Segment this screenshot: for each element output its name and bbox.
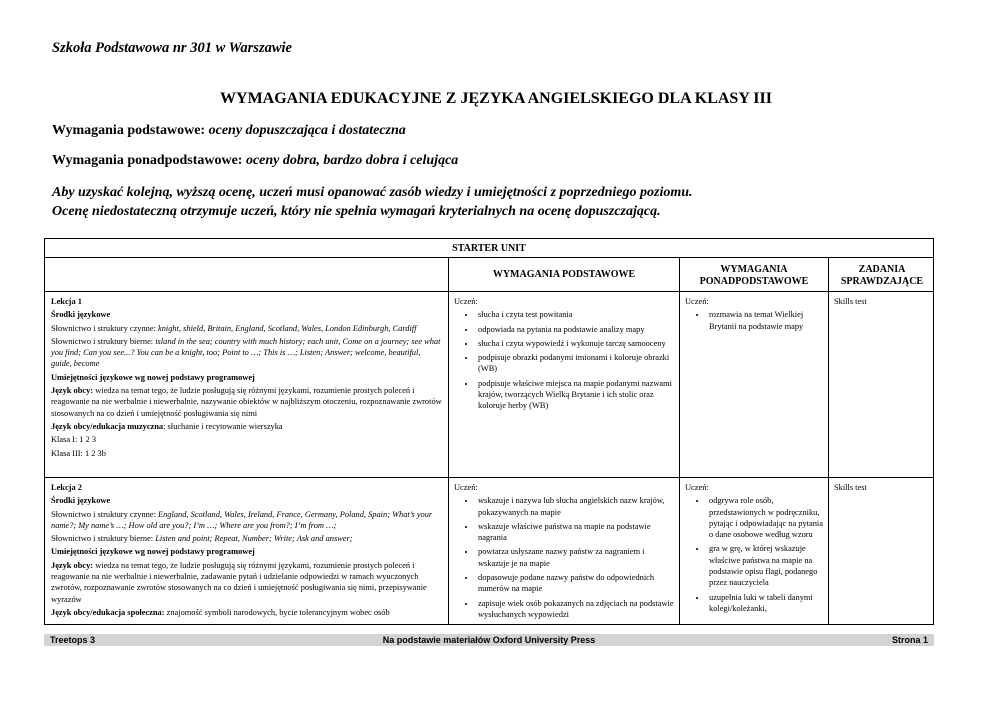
lesson-2-extended: [685, 482, 825, 617]
grading-note: [52, 183, 693, 221]
lesson-2-skills: Umiejętności językowe wg nowej podstawy programowej: [51, 547, 255, 557]
lesson-1-tasks: Skills test: [834, 297, 867, 306]
requirements-table: [44, 238, 934, 625]
grading-note-line-1: Aby uzyskać kolejną, wyższą ocenę, uczeń musi opanować zasób wiedzy i umiejętności z poprzedniego poziomu.: [52, 185, 693, 200]
school-name: Szkoła Podstawowa nr 301 w Warszawie: [52, 40, 292, 56]
value: Listen and point; Repeat, Number; Write; Ask and answer;: [155, 534, 353, 544]
list-item: • odpowiada na pytania na podstawie analizy mapy: [476, 324, 676, 335]
lesson-1-music: [51, 421, 443, 432]
lesson-2-means: Środki językowe: [51, 496, 111, 506]
label: Język obcy/edukacja muzyczna: [51, 421, 164, 431]
lesson-1-basic: [454, 296, 676, 415]
lesson-2-extended-student: Uczeń:: [685, 483, 709, 492]
list-item: • wskazuje właściwe państwa na mapie na podstawie nagrania: [476, 521, 676, 544]
list-item: • słucha i czyta wypowiedź i wykonuje tarczę samooceny: [476, 338, 676, 349]
basic-requirements-value: oceny dopuszczająca i dostateczna: [208, 123, 406, 138]
document-title: WYMAGANIA EDUKACYJNE Z JĘZYKA ANGIELSKIEGO DLA KLASY III: [220, 90, 772, 107]
label: Słownictwo i struktury czynne:: [51, 323, 156, 333]
table-divider: [679, 257, 680, 625]
label: Język obcy/edukacja społeczna:: [51, 607, 165, 617]
lesson-1-extended-list: [685, 309, 825, 332]
header-basic: WYMAGANIA PODSTAWOWE: [492, 269, 636, 280]
header-tasks-line-2: SPRAWDZAJĄCE: [840, 276, 924, 287]
lesson-1-basic-student: Uczeń:: [454, 297, 478, 306]
grading-note-line-2: Ocenę niedostateczną otrzymuje uczeń, który nie spełnia wymagań kryterialnych na ocenę dopuszczającą.: [52, 204, 661, 219]
lesson-2-extended-list: [685, 495, 825, 614]
table-divider: [45, 257, 933, 258]
table-divider: [448, 257, 449, 625]
list-item: • rozmawia na temat Wielkiej Brytanii na podstawie mapy: [707, 309, 825, 332]
header-extended: [680, 264, 828, 288]
list-item: • powtarza usłyszane nazwy państw za nagraniem i wskazuje je na mapie: [476, 546, 676, 569]
header-tasks-line-1: ZADANIA: [858, 264, 906, 275]
footer-left: Treetops 3: [50, 635, 96, 645]
value: wiedza na temat tego, że ludzie posługują się różnymi językami, rozumienie prostych poleceń i reagowanie na nie werbalnie i niewerbalnie, zadawanie pytań i udzielanie odpowiedzi w ramach wyuczonych zwrotów, rozpoznawanie zwrotów stosowanych na co dzień i umiejętność posługiwania się nimi, przepisywanie wyrazów: [51, 560, 427, 604]
lesson-1-basic-list: [454, 309, 676, 411]
value: England, Scotland, Wales, Ireland, France, Germany, Poland, Spain; What’s your name?; My name’s …; How old are you?; I’m …; Where are you from?; I’m from …;: [51, 509, 433, 530]
header-extended-line-2: PONADPODSTAWOWE: [699, 276, 809, 287]
table-divider: [828, 257, 829, 625]
basic-requirements: [52, 123, 406, 139]
extended-requirements-label: Wymagania ponadpodstawowe:: [52, 153, 243, 168]
label: Słownictwo i struktury bierne:: [51, 534, 154, 544]
label: Język obcy:: [51, 386, 94, 396]
list-item: • wskazuje i nazywa lub słucha angielskich nazw krajów, pokazywanych na mapie: [476, 495, 676, 518]
value: knight, shield, Britain, England, Scotland, Wales, London Edinburgh, Cardiff: [158, 323, 417, 333]
value: island in the sea; country with much history; each unit, Come on a journey; see what you find; Can you see...? You can be a knight, too; Point to …; This is …; Listen; Answer; welcome, beautiful, guide, become: [51, 336, 441, 369]
lesson-2-tasks: Skills test: [834, 483, 867, 492]
lesson-1-means: Środki językowe: [51, 310, 111, 320]
footer-page-number: Strona 1: [891, 635, 928, 645]
label: Słownictwo i struktury bierne:: [51, 336, 154, 346]
list-item: • dopasowuje podane nazwy państw do odpowiednich numerów na mapie: [476, 572, 676, 595]
list-item: • podpisuje właściwe miejsca na mapie podanymi nazwami krajów, tworzących Wielką Brytanie i ich stolic oraz koloruje herby (WB): [476, 378, 676, 412]
lesson-1-extended: [685, 296, 825, 335]
label: Język obcy:: [51, 560, 94, 570]
lesson-2-social: [51, 607, 443, 618]
lesson-1-title: Lekcja 1: [51, 297, 82, 306]
unit-title: STARTER UNIT: [452, 243, 526, 254]
header-tasks: [829, 264, 934, 288]
lesson-1-skills: Umiejętności językowe wg nowej podstawy programowej: [51, 372, 255, 382]
footer-center: Na podstawie materiałów Oxford University Press: [382, 635, 596, 645]
table-divider: [45, 477, 933, 478]
list-item: • słucha i czyta test powitania: [476, 309, 676, 320]
lesson-2-basic-list: [454, 495, 676, 620]
lesson-2-basic: [454, 482, 676, 623]
lesson-2-passive: [51, 533, 443, 544]
basic-requirements-label: Wymagania podstawowe:: [52, 123, 206, 138]
lesson-1-extended-student: Uczeń:: [685, 297, 709, 306]
lesson-2-active: [51, 509, 443, 532]
value: znajomość symboli narodowych, bycie tolerancyjnym wobec osób: [166, 607, 390, 617]
header-extended-line-1: WYMAGANIA: [720, 264, 788, 275]
lesson-1-class-1: Klasa I: 1 2 3: [51, 435, 97, 445]
value: : słuchanie i recytowanie wierszyka: [163, 421, 283, 431]
lesson-1-passive: [51, 336, 443, 370]
list-item: • podpisuje obrazki podanymi imionami i koloruje obrazki (WB): [476, 352, 676, 375]
list-item: • uzupełnia luki w tabeli danymi kolegi/koleżanki,: [707, 592, 825, 615]
value: wiedza na temat tego, że ludzie posługują się różnymi językami, rozumienie prostych poleceń i reagowanie na nie werbalnie i niewerbalnie, nazywanie obiektów w najbliższym otoczeniu, rozpoznawanie zwrotów stosowanych na co dzień i umiejętność posługiwania się nimi: [51, 386, 442, 418]
list-item: • gra w grę, w której wskazuje właściwe państwa na mapie na podstawie opisu flagi, podanego przez nauczyciela: [707, 543, 825, 588]
lesson-2-basic-student: Uczeń:: [454, 483, 478, 492]
extended-requirements-value: oceny dobra, bardzo dobra i celująca: [245, 153, 459, 168]
lesson-1-class-3: Klasa III: 1 2 3b: [51, 448, 106, 458]
lesson-1-description: [51, 296, 443, 461]
lesson-2-title: Lekcja 2: [51, 483, 82, 492]
lesson-1-active: [51, 323, 443, 334]
page-footer: [44, 634, 934, 646]
list-item: • zapisuje wiek osób pokazanych na zdjęciach na podstawie wysłuchanych wypowiedzi: [476, 598, 676, 621]
list-item: • odgrywa role osób, przedstawionych w podręczniku, pytając i odpowiadając na pytania o dane osobowe według wzoru: [707, 495, 825, 540]
extended-requirements: [52, 153, 458, 169]
lesson-2-description: [51, 482, 443, 620]
lesson-2-foreign: [51, 560, 443, 605]
table-divider: [45, 291, 933, 292]
label: Słownictwo i struktury czynne:: [51, 509, 156, 519]
lesson-1-foreign: [51, 385, 443, 419]
